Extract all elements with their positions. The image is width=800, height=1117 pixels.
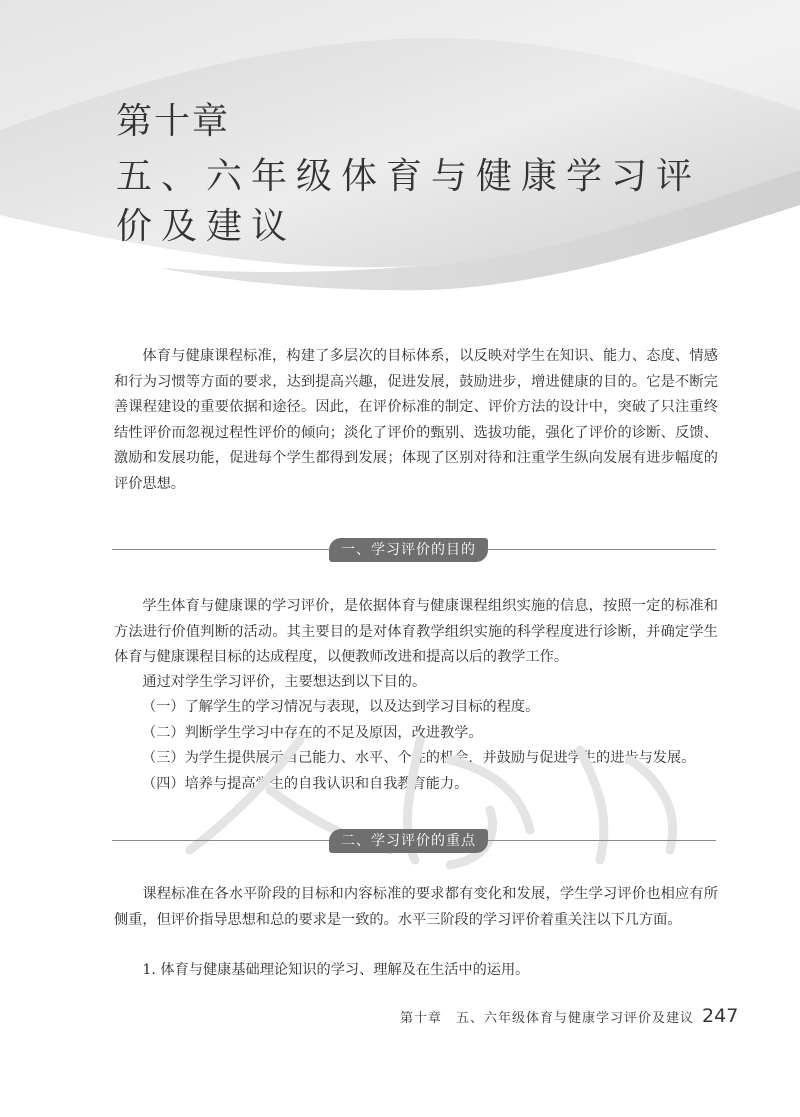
list-item: （二）判断学生学习中存在的不足及原因，改进教学。 (142, 724, 483, 741)
section-heading-label: 二、学习评价的重点 (329, 829, 488, 853)
intro-paragraph: 体育与健康课程标准，构建了多层次的目标体系，以反映对学生在知识、能力、态度、情感和行为习惯等方面的要求，达到提高兴趣，促进发展，鼓励进步，增进健康的目的。它是不断完善课程建设的重要依据和途径。因此，在评价标准的制定、评价方法的设计中，突破了只注重终结性评价而忽视过程性评价的倾向；淡化了评价的甄别、选拔功能，强化了评价的诊断、反馈、激励和发展功能，促进每个学生都得到发展；体现了区别对待和注重学生纵向发展有进步幅度的评价思想。 (114, 348, 718, 492)
section1-paragraph-2: 通过对学生学习评价，主要想达到以下目的。 (142, 674, 427, 690)
section2-paragraph-1: 课程标准在各水平阶段的目标和内容标准的要求都有变化和发展，学生学习评价也相应有所侧重，但评价指导思想和总的要求是一致的。水平三阶段的学习评价着重关注以下几方面。 (114, 886, 718, 928)
section-heading-2 (112, 829, 716, 853)
list-item: （三）为学生提供展示自己能力、水平、个性的机会，并鼓励与促进学生的进步与发展。 (142, 750, 696, 766)
running-title: 第十章 五、六年级体育与健康学习评价及建议 (400, 1011, 695, 1026)
chapter-number: 第十章 (116, 101, 231, 142)
section2-item-1: 1. 体育与健康基础理论知识的学习、理解及在生活中的运用。 (142, 962, 530, 978)
page-number: 247 (702, 1005, 739, 1027)
chapter-title (116, 98, 726, 252)
section-heading-1 (112, 538, 716, 562)
section1-paragraph-1: 学生体育与健康课的学习评价，是依据体育与健康课程组织实施的信息，按照一定的标准和方法进行价值判断的活动。其主要目的是对体育教学组织实施的科学程度进行诊断，并确定学生体育与健康课程目标的达成程度，以便教师改进和提高以后的教学工作。 (114, 598, 718, 665)
publisher-watermark (160, 700, 760, 900)
section-heading-label: 一、学习评价的目的 (329, 538, 488, 562)
page-footer (400, 1005, 738, 1027)
chapter-name: 五、六年级体育与健康学习评价及建议 (116, 156, 702, 247)
list-item: （一）了解学生的学习情况与表现，以及达到学习目标的程度。 (142, 699, 540, 715)
list-item: （四）培养与提高学生的自我认识和自我教育能力。 (142, 775, 469, 792)
